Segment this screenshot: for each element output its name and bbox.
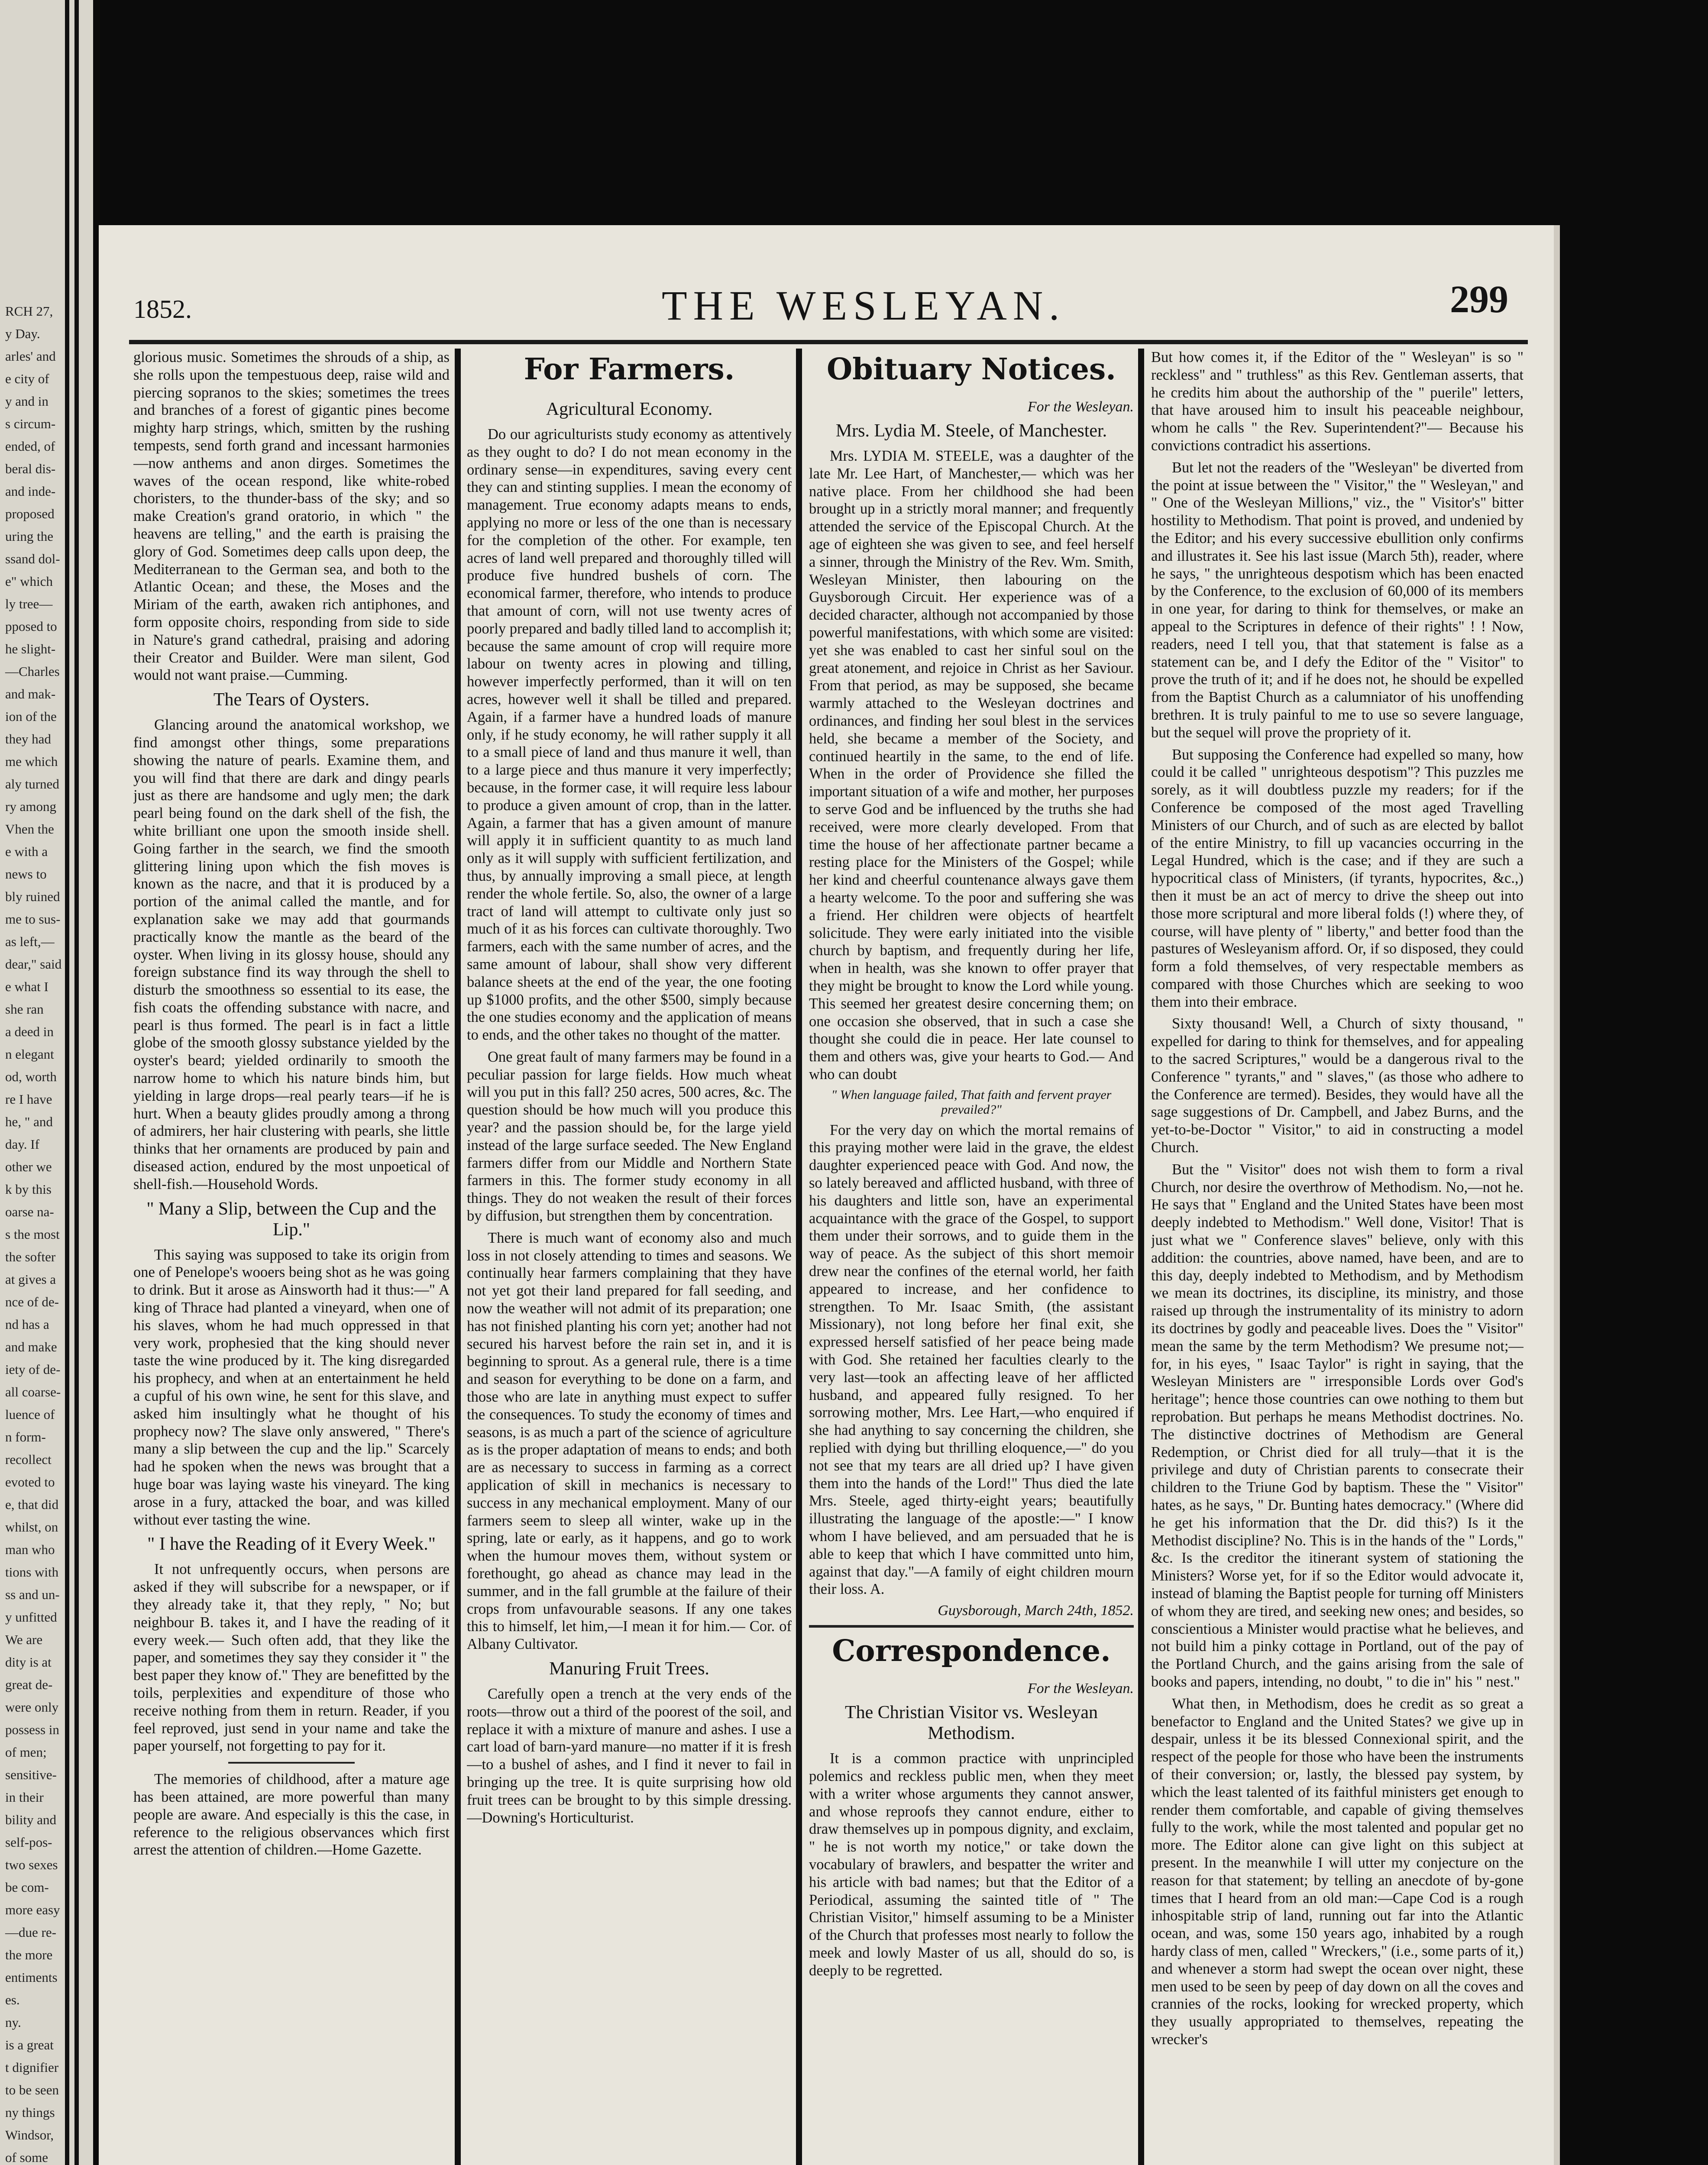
fragment-line: es. xyxy=(5,1992,20,2007)
issue-date: 1852. xyxy=(133,295,192,323)
fragment-line: We are xyxy=(5,1632,43,1647)
paragraph: The memories of childhood, after a mature age has been attained, are more powerful than many people are aware. And especially is this the case, in reference to the religious observances which first arrest the attention of children.—Home Gazette. xyxy=(133,1771,450,1858)
fragment-line: recollect xyxy=(5,1452,52,1467)
fragment-line: ny things xyxy=(5,2105,55,2120)
column-rule xyxy=(455,349,461,2165)
fragment-line: whilst, on xyxy=(5,1519,58,1535)
article-title: Mrs. Lydia M. Steele, of Manchester. xyxy=(835,421,1107,441)
paragraph: It is a common practice with unprincipled polemics and reckless public men, when they meet with a writer whose arguments they cannot answer, and whose reproofs they cannot endure, either to draw themselves up in pompous dignity, and exclaim, " he is not worth my notice," or take down the vocabulary of brawlers, and bespatter the writer and his article with bad names; but that the Editor of a Periodical, assuming the sainted title of " The Christian Visitor," himself assuming to be a Minister of the Church that professes most nearly to follow the meek and lowly Master of us all, should do so, is deeply to be regretted. xyxy=(809,1750,1134,1979)
paragraph: But the " Visitor" does not wish them to form a rival Church, nor desire the overthrow of Methodism. No,—not he. He says that " England and the United States have been most deeply indebted to Methodism." Well done, Visitor! That is just what we " Conference slaves" believe, only with this addition: the countries, above named, have been, and are to this day, deeply indebted to Methodism, and by Methodism we mean its doctrines, its discipline, its ministry, and those raised up through the instrumentality of its ministry to adorn its doctrines by godly and peaceable lives. Does the " Visitor" mean the same by the term Methodism? We presume not;—for, in his eyes, " Isaac Taylor" is right in saying, that the Wesleyan Ministers are " irresponsible Lords over God's heritage"; hence those countries can owe nothing to them but reprobation. But perhaps he means Methodist doctrines. No. The distinctive doctrines of Methodism are General Redemption, or Christ died for all truly—that it is the privilege and duty of Christian parents to consecrate their children to the Triune God by baptism. These the " Visitor" hates, as he says, " Dr. Bunting hates democracy." (Where did he get his information that the Dr. did this?) Is it the Methodist discipline? No. This is in the hands of the " Lords," &c. Is the creditor the itinerant system of stationing the Ministers? Worse yet, for if so the Editor would advocate it, instead of blaming the Baptist people for turning off Ministers of whom they are tired, and seeking new ones; and besides, so conscientious a Minister would practise what he believes, and not build him a pinky cottage in Portland, out of the pay of the Portland Church, and the gains arising from the sale of books and papers, intending, no doubt, " to die in" his " nest." xyxy=(1151,1161,1524,1690)
paragraph: There is much want of economy also and much loss in not closely attending to times and seasons. We continually hear farmers complaining that they have not yet got their land prepared for fall seeding, and now the weather will not admit of its preparation; one has not finished planting his corn yet; another had not secured his harvest before the rain set in, and it is beginning to sprout. As a general rule, there is a time and season for everything to be done on a farm, and those who are late in anything must expect to suffer the consequences. To study the economy of times and seasons, is as much a part of the science of agriculture as is the proper adaptation of means to ends; and both are as necessary to success in farming as a correct application of skill in mechanics is necessary to success in any mechanical employment. Many of our farmers seem to sleep all winter, wake up in the spring, late or early, as it happens, and go to work when the humour moves them, without system or forethought, go ahead as chance may lead in the summer, and in the fall grumble at the failure of their crops from unfavourable seasons. If any one takes this to himself, let him,—I mean it for him.— Cor. of Albany Cultivator. xyxy=(467,1229,792,1653)
fragment-line: day. If xyxy=(5,1137,39,1152)
fragment-line: a deed in xyxy=(5,1024,54,1039)
fragment-line: od, worth xyxy=(5,1069,57,1084)
paragraph: But let not the readers of the "Wesleyan" be diverted from the point at issue between the " Visitor," the " Wesleyan," and " One of the Wesleyan Millions," viz., the " Visitor's" bitter hostility to Methodism. That point is proved, and undenied by the Editor; and his every successive ebullition only confirms and illustrates it. See his last issue (March 5th), reader, where he says, " the unrighteous despotism which has been enacted by the Conference, to the exclusion of 60,000 of its members in one year, for daring to think for themselves, or make an appeal to the Scriptures in defence of their rights" ! ! Now, readers, need I tell you, that that statement is false as a statement can be, and I defy the Editor of the " Visitor" to prove the truth of it; and if he does not, he should be expelled from the Baptist Church as a calumniator of his unoffending brethren. It is truly painful to me to use so severe language, but the sequel will prove the propriety of it. xyxy=(1151,459,1524,741)
fragment-line: uring the xyxy=(5,529,54,544)
article-title: The Christian Visitor vs. Wesleyan Methodism. xyxy=(845,1703,1098,1744)
fragment-line: luence of xyxy=(5,1407,55,1422)
column-2 xyxy=(467,349,792,2165)
fragment-line: beral dis- xyxy=(5,461,56,476)
quoted-verse: " When language failed, That faith and fervent prayer prevailed?" xyxy=(831,1087,1112,1117)
column-rule xyxy=(74,0,79,2165)
fragment-line: other we xyxy=(5,1159,52,1174)
dateline: Guysborough, March 24th, 1852. xyxy=(938,1603,1134,1619)
fragment-line: dity is at xyxy=(5,1654,52,1670)
fragment-line: he, " and xyxy=(5,1114,53,1129)
paragraph: glorious music. Sometimes the shrouds of a ship, as she rolls upon the tempestuous deep, raise wild and piercing sopranos to the skies; sometimes the trees and branches of a forest of gigantic pines become mighty harp strings, which, smitten by the rushing tempests, send forth grand and incessant harmonies—now anthems and anon dirges. Sometimes the waves of the ocean respond, like white-robed choristers, to the thunder-bass of the sky; and so make Creation's grand oratorio, in which " the heavens are telling," and the earth is praising the glory of God. Sometimes deep calls upon deep, the Mediterranean to the German sea, and both to the Atlantic Ocean; and these, the Moses and the Miriam of the earth, awaken rich antiphones, and form opposite choirs, responding from side to side in Nature's grand cathedral, praising and adoring their Creator and Builder. Were man silent, God would not want praise.—Cumming. xyxy=(133,349,450,684)
paragraph: Glancing around the anatomical workshop, we find amongst other things, some preparations showing the nature of pearls. Examine them, and you will find that there are dark and dingy pearls just as there are handsome and ugly men; the dark pearl being found on the dark shell of the fish, the white brilliant one upon the smooth inside shell. Going farther in the search, we find the smooth glittering lining upon which the fish moves is known as the nacre, and that it is produced by a portion of the animal called the mantle, and for explanation sake we may add that gourmands practically know the mantle as the beard of the oyster. When living in its glossy house, should any foreign substance find its way through the shell to disturb the smoothness so essential to its ease, the fish coats the offending substance with nacre, and pearl is thus formed. The pearl is in fact a little globe of the smooth glossy substance yielded by the oyster's beard; yielded ordinarily to smooth the narrow home to which his nature binds him, but yielding in large drops—real pearly tears—if he is hurt. When a beauty glides proudly among a throng of admirers, her hair clustering with pearls, she little thinks that her ornaments are produced by pain and diseased action, endured by the most unpoetical of shell-fish.—Household Words. xyxy=(133,717,450,1192)
paragraph: This saying was supposed to take its origin from one of Penelope's wooers being shot as he was going to drink. But it arose as Ainsworth had it thus:—" A king of Thrace had planted a vineyard, when one of his slaves, whom he had much oppressed in that very work, prophesied that the king should never taste the wine produced by it. The king disregarded his prophecy, and when at an entertainment he held a cupful of his own wine, he sent for this slave, and asked him insultingly what he thought of his prophecy now? The slave only answered, " There's many a slip between the cup and the lip." Scarcely had he spoken when the news was brought that a huge boar was laying waste his vineyard. The king arose in a fury, attacked the boar, and was killed without ever tasting the wine. xyxy=(133,1246,450,1528)
article-title: " Many a Slip, between the Cup and the Lip." xyxy=(146,1199,437,1240)
fragment-line: n elegant xyxy=(5,1047,54,1062)
byline: For the Wesleyan. xyxy=(1027,399,1134,415)
fragment-line: —Charles xyxy=(5,664,60,679)
paragraph: What then, in Methodism, does he credit as so great a benefactor to England and the United States? we give up in despair, unless it be its blessed Connexional spirit, and the respect of the people for those who have been the instruments of their conversion; or, lastly, the blessed pay system, by which the least talented of its faithful ministers get enough to render them comfortable, and capable of giving themselves fully to the work, while the most talented and popular get no more. The Editor alone can give light on this subject at present. In the meanwhile I will utter my conjecture on the reason for that statement; by telling an anecdote of by-gone times that I heard from an old man:—Cape Cod is a rough inhospitable strip of land, running out far into the Atlantic ocean, and was, some 150 years ago, inhabited by a rough hardy class of men, called " Wreckers," (i.e., some parts of it,) and whenever a storm had swept the ocean over night, these men used to be seen by peep of day down on all the coves and crannies of the rocks, looking for wrecked property, which they usually appropriated to themselves, repeating the wrecker's xyxy=(1151,1695,1524,2048)
fragment-line: possess in xyxy=(5,1722,59,1737)
fragment-line: he slight- xyxy=(5,641,56,656)
fragment-line: y Day. xyxy=(5,326,40,341)
paragraph: One great fault of many farmers may be found in a peculiar passion for large fields. How much wheat will you put in this fall? 250 acres, 500 acres, &c. The question should be how much will you produce this year? and the passion should be, for the large yield instead of the large surface seeded. The New England farmers differ from our Middle and Northern State farmers in this. The former study economy in all things. They do not weaken the result of their forces by diffusion, but strengthen them by concentration. xyxy=(467,1048,792,1225)
fragment-line: e what I xyxy=(5,979,49,994)
paragraph: Sixty thousand! Well, a Church of sixty thousand, " expelled for daring to think for themselves, and for appealing to the sacred Scriptures," would be a dangerous rival to the Conference " tyrants," and " slaves," (as those who adhere to the Conference are termed). Besides, they would have all the sage suggestions of Dr. Campbell, and Jabez Burns, and the yet-to-be-Doctor " Visitor," to aid in constructing a model Church. xyxy=(1151,1015,1524,1156)
byline: For the Wesleyan. xyxy=(1027,1680,1134,1697)
fragment-line: —due re- xyxy=(5,1925,56,1940)
fragment-line: is a great xyxy=(5,2037,54,2052)
paragraph: Do our agriculturists study economy as attentively as they ought to do? I do not mean economy in the ordinary sense—in expenditures, saving every cent they can and stinting supplies. I mean the economy of management. True economy adapts means to ends, applying no more or less of the one than is necessary for the completion of the other. For example, ten acres of land well prepared and thoroughly tilled will produce five hundred bushels of corn. The economical farmer, therefore, who intends to produce that amount of corn, will not use twenty acres of poorly prepared and badly tilled land to accomplish it; because the same amount of crop will require more labour on twenty acres in plowing and tilling, however imperfectly performed, than it will on ten acres, however well it shall be tilled and prepared. Again, if a farmer have a hundred loads of manure only, if he study economy, he will rather supply it all to a small piece of land and thus manure it well, than to a large piece and thus manure it very imperfectly; because, in the former case, it will require less labour to produce a given amount of crop, than in the latter. Again, a farmer that has a given amount of manure will apply it in sufficient quantity to as much land only as it will supply with sufficient fertilization, and thus, by annually improving a small piece, at length render the whole fertile. So, also, the owner of a large tract of land will attempt to cultivate only just so much of it as his forces can cultivate thoroughly. Two farmers, each with the same number of acres, and the same amount of labour, shall show very different balance sheets at the end of the year, the one footing up $1000 profits, and the other $500, simply because the one studies economy and the application of means to ends, and the other takes no thought of the matter. xyxy=(467,426,792,1044)
paragraph: Mrs. LYDIA M. STEELE, was a daughter of the late Mr. Lee Hart, of Manchester,— which was her native place. From her childhood she had been brought up in a strictly moral manner; and frequently attended the service of the Episcopal Church. At the age of eighteen she was given to see, and feel herself a sinner, through the Ministry of the Rev. Wm. Smith, Wesleyan Minister, then labouring on the Guysborough Circuit. Her experience was of a decided character, although not accompanied by those powerful manifestations, with which some are visited: yet she was enabled to cast her sinful soul on the great atonement, and rejoice in Christ as her Saviour. From that period, as may be supposed, she became warmly attached to the Wesleyan doctrines and ordinances, and finding her soul blest in the services held, she became a member of the Society, and continued heartily in the same, to the end of life. When in the order of Providence she filled the important situation of a wife and mother, her purposes to serve God and be influenced by the truths she had received, were more clearly developed. From that time the house of her affectionate partner became a resting place for the Ministers of the Gospel; while her kind and cheerful countenance always gave them a hearty welcome. To the poor and suffering she was a friend. Her children were objects of heartfelt solicitude. They were early initiated into the visible church by baptism, and frequently during her life, when in health, was she known to offer prayer that they might be brought to know the Lord while young. This seemed her greatest desire concerning them; on one occasion she observed, that in such a case she thought she could die in peace. Her late counsel to them and others was, give your hearts to God.— And who can doubt xyxy=(809,448,1134,1082)
fragment-line: arles' and xyxy=(5,349,56,364)
separator-rule xyxy=(228,1762,355,1764)
article-title: Agricultural Economy. xyxy=(546,399,713,419)
fragment-line: and make xyxy=(5,1339,57,1354)
fragment-line: the softer xyxy=(5,1249,56,1264)
fragment-line: they had xyxy=(5,731,51,746)
article-title: The Tears of Oysters. xyxy=(213,690,370,710)
page-number: 299 xyxy=(1450,278,1508,321)
paragraph: But supposing the Conference had expelled so many, how could it be called " unrighteous despotism"? This puzzles me sorely, as it will doubtless puzzle my readers; for if the Conference be composed of the most aged Travelling Ministers of our Church, and of such as are elected by ballot of the entire Ministry, to fill up vacancies occurring in the Legal Hundred, which is the case; and if they are such a hypocritical class of Ministers, (if tyrants, hypocrites, &c.,) then it must be an act of mercy to drive the sheep out into those more scriptural and more liberal folds (!) where they, of course, will have plenty of " liberty," and better food than the pastures of Wesleyanism afford. Or, if so disposed, they could form a fold themselves, of very respectable members as compared with those Churches which are seeking to woo them into their embrace. xyxy=(1151,746,1524,1010)
fragment-line: me to sus- xyxy=(5,911,61,927)
paragraph: Carefully open a trench at the very ends of the roots—throw out a third of the poorest of the soil, and replace it with a mixture of manure and ashes. I use a cart load of barn-yard manure—no matter if it is fresh—to a bushel of ashes, and I find it never to fail in bringing up the tree. It is quite surprising how old fruit trees can be brought to by this simple dressing.—Downing's Horticulturist. xyxy=(467,1685,792,1826)
fragment-line: to be seen xyxy=(5,2082,59,2097)
fragment-line: tions with xyxy=(5,1564,59,1580)
fragment-line: news to xyxy=(5,866,47,882)
fragment-line: e city of xyxy=(5,371,49,386)
section-rule xyxy=(809,1625,1134,1628)
newspaper-page xyxy=(99,225,1554,2165)
fragment-line: evoted to xyxy=(5,1474,55,1490)
fragment-line: at gives a xyxy=(5,1272,56,1287)
fragment-line: and mak- xyxy=(5,686,56,701)
section-heading: For Farmers. xyxy=(524,352,735,387)
fragment-line: ended, of xyxy=(5,439,55,454)
fragment-line: aly turned xyxy=(5,776,59,792)
section-heading: Obituary Notices. xyxy=(827,352,1116,387)
fragment-line: oarse na- xyxy=(5,1204,54,1219)
fragment-line: sensitive- xyxy=(5,1767,57,1782)
fragment-line: entiments xyxy=(5,1970,58,1985)
fragment-line: pposed to xyxy=(5,619,57,634)
column-rule xyxy=(796,349,802,2165)
fragment-line: e, that did xyxy=(5,1497,59,1512)
fragment-line: in their xyxy=(5,1790,44,1805)
paragraph: It not unfrequently occurs, when persons are asked if they will subscribe for a newspaper, or if they already take it, that they reply, " No; but neighbour B. takes it, and I have the reading of it every week.— Such often add, that they like the paper, and sometimes they say they consider it " the best paper they know of." They are benefitted by the toils, perplexities and expenditure of those who receive nothing from them in return. Reader, if you feel reproved, just send in your name and take the paper yourself, not forgetting to pay for it. xyxy=(133,1561,450,1755)
masthead xyxy=(99,277,1554,333)
fragment-line: re I have xyxy=(5,1092,52,1107)
fragment-line: proposed xyxy=(5,506,55,521)
fragment-line: Windsor, xyxy=(5,2127,54,2142)
fragment-line: ry among xyxy=(5,799,56,814)
column-rule xyxy=(1138,349,1144,2165)
newspaper-title: THE WESLEYAN. xyxy=(662,282,1066,329)
fragment-line: self-pos- xyxy=(5,1835,52,1850)
fragment-line: k by this xyxy=(5,1182,52,1197)
column-1 xyxy=(133,349,450,2165)
fragment-line: of men; xyxy=(5,1745,47,1760)
fragment-line: nd has a xyxy=(5,1317,49,1332)
fragment-line: the more xyxy=(5,1947,53,1962)
fragment-line: and inde- xyxy=(5,484,56,499)
article-title: Manuring Fruit Trees. xyxy=(549,1658,709,1679)
column-3 xyxy=(809,349,1134,2165)
page-edge xyxy=(1554,225,1560,2165)
fragment-line: be com- xyxy=(5,1880,49,1895)
fragment-line: e" which xyxy=(5,574,53,589)
fragment-line: y unfitted xyxy=(5,1609,57,1625)
paragraph: For the very day on which the mortal remains of this praying mother were laid in the grave, the eldest daughter experienced peace with God. And now, the so lately bereaved and afflicted husband, with three of his daughters and little son, have an experimental acquaintance with the grace of the Gospel, to support them under their sorrows, and to guide them in the way of peace. As the subject of this short memoir drew near the confines of the eternal world, her faith appeared to increase, and her confidence to strengthen. To Mr. Isaac Smith, (the assistant Missionary), not long before her final exit, she expressed herself satisfied of her peace being made with God. She retained her faculties clearly to the very last—took an affecting leave of her afflicted husband, and appeared fully resigned. To her sorrowing mother, Mrs. Lee Hart,—who enquired if she had anything to say concerning the children, she replied with dying but thrilling eloquence,—" do you not see that my tears are all dried up? I have given them into the hands of the Lord!" Thus died the late Mrs. Steele, aged thirty-eight years; beautifully illustrating the language of the apostle:—" I know whom I have believed, and am persuaded that he is able to keep that which I have committed unto him, against that day."—A family of eight children mourn their loss. A. xyxy=(809,1121,1134,1598)
fragment-line: bly ruined xyxy=(5,889,60,904)
fragment-line: nce of de- xyxy=(5,1294,59,1309)
fragment-line: she ran xyxy=(5,1002,44,1017)
fragment-line: me which xyxy=(5,754,58,769)
fragment-line: ssand dol- xyxy=(5,551,60,566)
fragment-line: s the most xyxy=(5,1227,60,1242)
column-4 xyxy=(1151,349,1524,2165)
fragment-line: RCH 27, xyxy=(5,304,53,319)
fragment-line: all coarse- xyxy=(5,1384,61,1399)
fragment-line: ss and un- xyxy=(5,1587,60,1602)
fragment-line: as left,— xyxy=(5,934,55,949)
fragment-line: dear," said xyxy=(5,956,62,972)
fragment-line: e with a xyxy=(5,844,48,859)
fragment-line: y and in xyxy=(5,394,49,409)
fragment-line: n form- xyxy=(5,1429,46,1444)
fragment-line: t dignifier xyxy=(5,2060,59,2075)
masthead-rule xyxy=(129,340,1528,344)
fragment-line: ly tree— xyxy=(5,596,53,611)
fragment-line: bility and xyxy=(5,1812,56,1827)
fragment-line: ny. xyxy=(5,2015,21,2030)
fragment-line: were only xyxy=(5,1700,59,1715)
fragment-line: great de- xyxy=(5,1677,53,1692)
column-rule xyxy=(65,0,69,2165)
fragment-line: man who xyxy=(5,1542,55,1557)
adjacent-page-strip xyxy=(0,0,93,2165)
fragment-line: more easy xyxy=(5,1902,60,1917)
paragraph: But how comes it, if the Editor of the " Wesleyan" is so " reckless" and " truthless" as this Rev. Gentleman asserts, that he credits him about the authorship of the " puerile" letters, that have aroused him to insult his peaceable neighbour, whom he calls " the Rev. Superintendent?"— Because his convictions contradict his assertions. xyxy=(1151,349,1524,454)
fragment-line: iety of de- xyxy=(5,1362,61,1377)
article-title: " I have the Reading of it Every Week." xyxy=(147,1534,436,1554)
fragment-line: two sexes xyxy=(5,1857,58,1872)
fragment-line: Vhen the xyxy=(5,821,54,837)
fragment-line: s circum- xyxy=(5,416,56,431)
section-heading: Correspondence. xyxy=(832,1634,1111,1669)
fragment-line: of some xyxy=(5,2150,49,2165)
fragment-line: ion of the xyxy=(5,709,57,724)
